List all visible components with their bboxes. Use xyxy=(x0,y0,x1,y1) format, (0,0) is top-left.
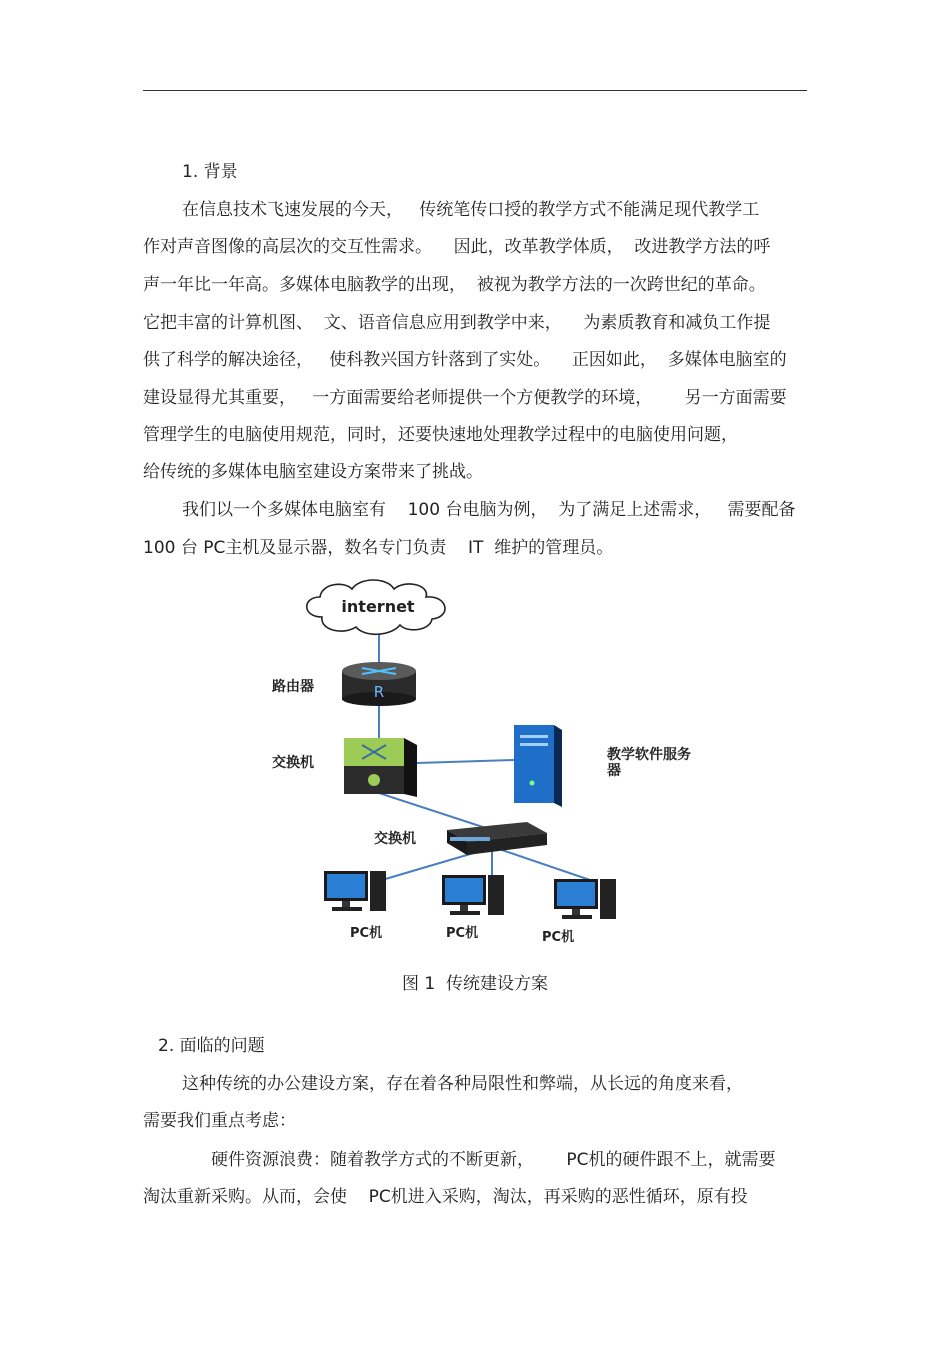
paragraph-line: 供了科学的解决途径， 使科教兴国方针落到了实处。 正因如此， 多媒体电脑室的 xyxy=(143,350,787,370)
section-1-heading: 1. 背景 xyxy=(182,162,238,182)
paragraph-line: 管理学生的电脑使用规范，同时，还要快速地处理教学过程中的电脑使用问题， xyxy=(143,425,738,445)
server-label-line1: 教学软件服务 xyxy=(607,747,691,763)
network-diagram xyxy=(262,575,691,947)
paragraph-line: 硬件资源浪费：随着教学方式的不断更新， PC机的硬件跟不上，就需要 xyxy=(211,1150,776,1170)
paragraph-line: 它把丰富的计算机图、 文、语音信息应用到教学中来， 为素质教育和减负工作提 xyxy=(143,313,771,333)
paragraph-line: 100 台 PC主机及显示器，数名专门负责 IT 维护的管理员。 xyxy=(143,538,614,558)
pc-label: PC机 xyxy=(446,926,479,941)
core-switch-icon xyxy=(344,738,417,797)
paragraph-line: 需要我们重点考虑： xyxy=(143,1111,296,1131)
section-2-heading: 2. 面临的问题 xyxy=(158,1036,265,1056)
paragraph-line: 在信息技术飞速发展的今天， 传统笔传口授的教学方式不能满足现代教学工 xyxy=(182,200,760,220)
router-letter: R xyxy=(373,683,385,701)
cloud-label: internet xyxy=(341,597,415,616)
core-switch-label: 交换机 xyxy=(272,755,314,771)
paragraph-line: 建设显得尤其重要， 一方面需要给老师提供一个方便教学的环境， 另一方面需要 xyxy=(143,388,787,408)
paragraph-line: 这种传统的办公建设方案，存在着各种局限性和弊端，从长远的角度来看， xyxy=(182,1074,743,1094)
paragraph-line: 作对声音图像的高层次的交互性需求。 因此，改革教学体质， 改进教学方法的呼 xyxy=(143,237,771,257)
access-switch-label: 交换机 xyxy=(374,831,416,847)
router-icon xyxy=(342,662,416,706)
header-rule xyxy=(143,90,807,91)
paragraph-line: 给传统的多媒体电脑室建设方案带来了挑战。 xyxy=(143,462,483,482)
pc-label: PC机 xyxy=(350,926,383,941)
pc-icon xyxy=(554,879,616,919)
figure-caption: 图 1 传统建设方案 xyxy=(401,974,549,994)
pc-icon xyxy=(442,875,504,915)
server-label-line2: 器 xyxy=(607,763,621,779)
paragraph-line: 我们以一个多媒体电脑室有 100 台电脑为例， 为了满足上述需求， 需要配备 xyxy=(182,500,796,520)
paragraph-line: 声一年比一年高。多媒体电脑教学的出现， 被视为教学方法的一次跨世纪的革命。 xyxy=(143,275,766,295)
access-switch-icon xyxy=(447,822,547,855)
pc-icon xyxy=(324,871,386,911)
router-label: 路由器 xyxy=(272,679,314,695)
internet-cloud-icon xyxy=(307,580,445,634)
server-icon xyxy=(514,725,562,807)
pc-label: PC机 xyxy=(542,930,575,945)
paragraph-line: 淘汰重新采购。从而，会使 PC机进入采购，淘汰，再采购的恶性循环，原有投 xyxy=(143,1187,748,1207)
